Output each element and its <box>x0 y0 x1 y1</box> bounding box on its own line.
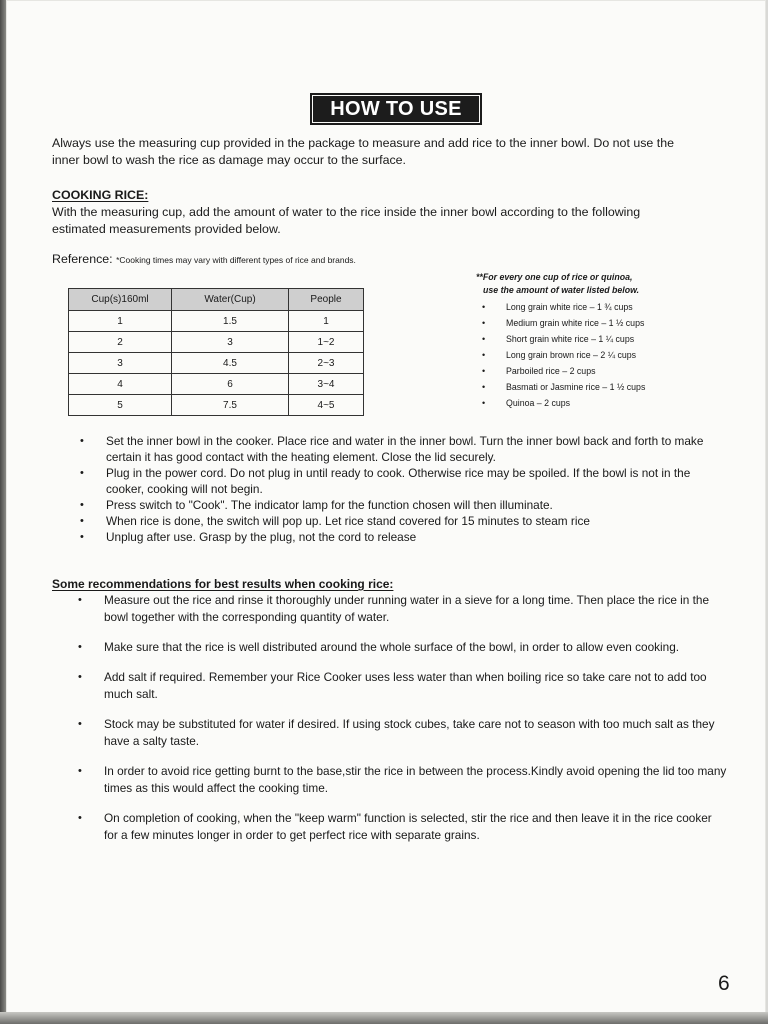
table-cell: 5 <box>69 395 172 416</box>
table-cell: 4 <box>69 374 172 395</box>
recommendations-list <box>78 592 728 844</box>
usage-steps-list <box>80 433 720 545</box>
bullet-icon: • <box>78 594 82 606</box>
table-header-water: Water(Cup) <box>172 289 289 311</box>
bullet-icon: • <box>78 812 82 824</box>
recommendations-heading: Some recommendations for best results when cooking rice: <box>52 577 394 591</box>
note-title <box>476 271 726 297</box>
list-item: • Press switch to "Cook". The indicator lamp for the function chosen will then illuminate. <box>80 498 553 512</box>
list-item: • Parboiled rice – 2 cups <box>476 363 726 379</box>
list-item: • Long grain brown rice – 2 ¼ cups <box>476 347 726 363</box>
page-number: 6 <box>718 972 730 995</box>
table-cell: 1~2 <box>289 332 364 353</box>
reference-line <box>52 252 356 266</box>
table-header-row <box>69 289 364 311</box>
page-title: HOW TO USE <box>313 96 479 122</box>
table-cell: 4~5 <box>289 395 364 416</box>
bullet-icon: • <box>482 334 486 344</box>
list-item: • On completion of cooking, when the "keep warm" function is selected, stir the rice and then leave it in the rice cooker for a few minutes longer in order to get perfect rice with separate grains. <box>78 811 712 842</box>
bullet-icon: • <box>80 467 84 479</box>
cooking-rice-section <box>52 187 692 238</box>
list-item: • Medium grain white rice – 1 ½ cups <box>476 315 726 331</box>
table-cell: 4.5 <box>172 353 289 374</box>
bullet-icon: • <box>78 765 82 777</box>
cooking-rice-heading: COOKING RICE: <box>52 188 149 202</box>
list-item: • Make sure that the rice is well distributed around the whole surface of the bowl, in order to allow even cooking. <box>78 640 680 654</box>
list-item: • Unplug after use. Grasp by the plug, not the cord to release <box>80 530 417 544</box>
bullet-icon: • <box>80 515 84 527</box>
list-item: • Add salt if required. Remember your Rice Cooker uses less water than when boiling rice so take care not to add too much salt. <box>78 670 707 701</box>
list-item: • Measure out the rice and rinse it thoroughly under running water in a sieve for a long time. Then place the rice in the bowl together with the corresponding quantity of water. <box>78 593 710 624</box>
bullet-icon: • <box>482 382 486 392</box>
bullet-icon: • <box>482 318 486 328</box>
bullet-icon: • <box>78 671 82 683</box>
bullet-icon: • <box>482 398 486 408</box>
table-cell: 3~4 <box>289 374 364 395</box>
list-item: • Basmati or Jasmine rice – 1 ½ cups <box>476 379 726 395</box>
list-item: • Set the inner bowl in the cooker. Place rice and water in the inner bowl. Turn the inner bowl back and forth to make certain it has good contact with the heating element. Close the lid securely. <box>80 434 704 464</box>
bullet-icon: • <box>80 435 84 447</box>
table-header-cups: Cup(s)160ml <box>69 289 172 311</box>
table-row <box>69 395 364 416</box>
list-item: • Plug in the power cord. Do not plug in until ready to cook. Otherwise rice may be spoiled. If the bowl is not in the cooker, cooking will not begin. <box>80 466 691 496</box>
table-cell: 2 <box>69 332 172 353</box>
table-cell: 1 <box>289 311 364 332</box>
bullet-icon: • <box>78 641 82 653</box>
bullet-icon: • <box>80 531 84 543</box>
reference-note: *Cooking times may vary with different types of rice and brands. <box>116 255 356 265</box>
rice-water-note <box>476 271 726 411</box>
table-row <box>69 374 364 395</box>
water-ratio-table <box>68 288 364 416</box>
table-cell: 1.5 <box>172 311 289 332</box>
table-row <box>69 332 364 353</box>
table-row <box>69 311 364 332</box>
bullet-icon: • <box>80 499 84 511</box>
bullet-icon: • <box>482 302 486 312</box>
list-item: • Long grain white rice – 1 ¾ cups <box>476 299 726 315</box>
list-item: • When rice is done, the switch will pop up. Let rice stand covered for 15 minutes to steam rice <box>80 514 590 528</box>
note-list <box>476 299 726 411</box>
note-title-line2: use the amount of water listed below. <box>483 285 640 295</box>
bullet-icon: • <box>482 350 486 360</box>
list-item: • Quinoa – 2 cups <box>476 395 726 411</box>
list-item: • Short grain white rice – 1 ¼ cups <box>476 331 726 347</box>
bullet-icon: • <box>482 366 486 376</box>
table-cell: 2~3 <box>289 353 364 374</box>
reference-label: Reference: <box>52 252 113 266</box>
intro-paragraph: Always use the measuring cup provided in the package to measure and add rice to the inner bowl. Do not use the inner bowl to wash the rice as damage may occur to the surface. <box>52 136 674 167</box>
note-title-line1: **For every one cup of rice or quinoa, <box>476 272 633 282</box>
table-cell: 3 <box>172 332 289 353</box>
table-cell: 6 <box>172 374 289 395</box>
bullet-icon: • <box>78 718 82 730</box>
table-header-people: People <box>289 289 364 311</box>
table-cell: 7.5 <box>172 395 289 416</box>
cooking-rice-text: With the measuring cup, add the amount of water to the rice inside the inner bowl according to the following estimated measurements provided below. <box>52 205 641 236</box>
page-bottom-edge <box>0 1012 768 1024</box>
table-cell: 1 <box>69 311 172 332</box>
table-row <box>69 353 364 374</box>
list-item: • In order to avoid rice getting burnt to the base,stir the rice in between the process.Kindly avoid opening the lid too many times as this would affect the cooking time. <box>78 764 727 795</box>
list-item: • Stock may be substituted for water if desired. If using stock cubes, take care not to season with too much salt as they have a salty taste. <box>78 717 715 748</box>
table-cell: 3 <box>69 353 172 374</box>
